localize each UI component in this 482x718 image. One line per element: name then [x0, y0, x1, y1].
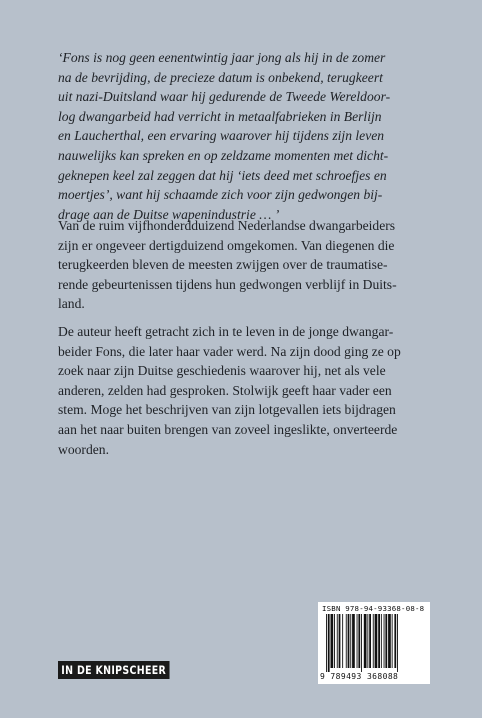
quote-line: na de bevrijding, de precieze datum is onbekend, terugkeert [58, 69, 383, 85]
ean-digits: 9 789493 368088 [320, 672, 399, 681]
paragraph-line: zoek naar zijn Duitse geschiedenis waarover hij, net als vele [58, 363, 386, 379]
quote-line: en Laucherthal, een ervaring waarover hij tijdens zijn leven [58, 128, 385, 144]
barcode-bar [364, 614, 367, 668]
barcode-bar [328, 614, 330, 672]
barcode-bar [375, 614, 378, 668]
blurb-quote [58, 48, 430, 224]
barcode-bar [357, 614, 358, 668]
barcode-bar [334, 614, 335, 668]
publisher-logo [58, 661, 169, 679]
isbn-label: ISBN 978-94-93368-08-8 [322, 604, 425, 613]
barcode-bars-icon [326, 614, 422, 672]
barcode-bar [331, 614, 334, 668]
quote-line: moertjes’, want hij schaamde zich voor zijn gedwongen bij- [58, 187, 383, 203]
barcode-bar [392, 614, 393, 668]
paragraph-line: stem. Moge het beschrijven van zijn lotgevallen iets bijdragen [58, 402, 396, 418]
paragraph-line: De auteur heeft getracht zich in te leven in de jonge dwangar- [58, 324, 394, 339]
barcode-bar [381, 614, 382, 668]
barcode-bar [346, 614, 347, 668]
barcode-bar [352, 614, 355, 668]
paragraph-line: Van de ruim vijfhonderdduizend Nederlandse dwangarbeiders [58, 218, 396, 233]
barcode-bar [361, 614, 362, 672]
paragraph-line: rende gebeurtenissen tijdens hun gedwongen verblijf in Duits- [58, 276, 397, 292]
quote-line: geknepen keel zal zeggen dat hij ‘iets deed met schroefjes en [58, 167, 387, 183]
barcode-bar [369, 614, 371, 668]
quote-line: uit nazi-Duitsland waar hij gedurende de Tweede Wereldoor- [58, 89, 391, 105]
barcode-bar [358, 614, 360, 668]
barcode-bar [326, 614, 327, 672]
barcode-bar [350, 614, 351, 668]
quote-line: nauwelijks kan spreken en op zeldzame momenten met dicht- [58, 147, 389, 163]
publisher-logo-text: IN DE KNIPSCHEER [61, 663, 167, 677]
paragraph-line: aan het naar buiten brengen van zoveel ingeslikte, onverteerde [58, 421, 398, 437]
paragraph-line: woorden. [58, 441, 109, 457]
barcode-bar [373, 614, 374, 668]
barcode-bar [367, 614, 368, 668]
quote-line: log dwangarbeid had verricht in metaalfabrieken in Berlijn [58, 108, 382, 124]
paragraph-line: zijn er ongeveer dertigduizend omgekomen. Van diegenen die [58, 237, 395, 253]
barcode-bar [378, 614, 380, 668]
barcode-bar [337, 614, 338, 668]
barcode-bar [348, 614, 350, 668]
barcode-bar [339, 614, 341, 668]
blurb-paragraph-1 [58, 216, 430, 314]
barcode-bar [388, 614, 391, 668]
paragraph-line: terugkeerden bleven de meesten zwijgen over de traumatise- [58, 257, 388, 273]
barcode-bar [397, 614, 398, 672]
quote-line: ‘Fons is nog geen eenentwintig jaar jong als hij in de zomer [58, 50, 386, 65]
barcode-bar [384, 614, 385, 668]
paragraph-line: beider Fons, die later haar vader werd. Na zijn dood ging ze op [58, 343, 401, 359]
paragraph-line: land. [58, 296, 85, 312]
barcode-bar [342, 614, 343, 668]
paragraph-line: anderen, zelden had gesproken. Stolwijk geeft haar vader een [58, 382, 392, 398]
isbn-barcode [318, 602, 430, 684]
barcode-bar [394, 614, 396, 668]
barcode-bar [385, 614, 387, 668]
blurb-paragraph-2 [58, 322, 430, 459]
quote-line: drage aan de Duitse wapenindustrie … ’ [58, 206, 280, 222]
